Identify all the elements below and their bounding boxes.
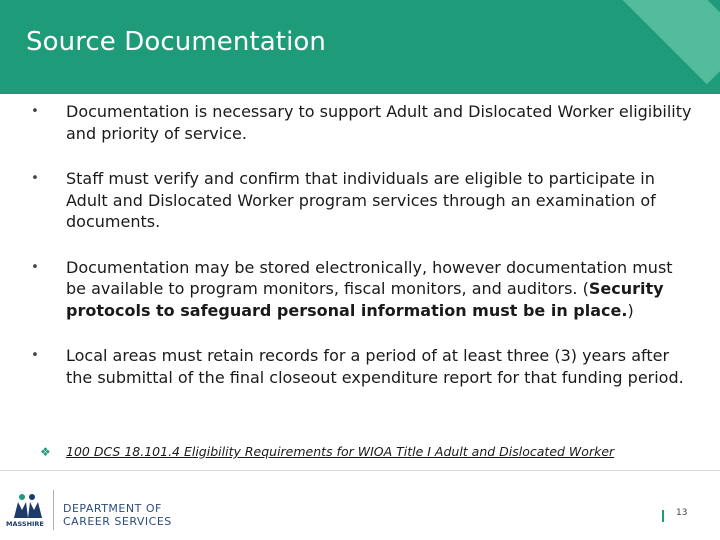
slide-title: Source Documentation (26, 27, 326, 57)
footer-divider (0, 470, 720, 471)
bullet-text: Local areas must retain records for a period of at least three (3) years after the submittal of the final closeout expenditure report for that funding period. (66, 346, 684, 387)
bullet-item (28, 345, 693, 388)
bullet-marker: • (31, 104, 39, 119)
bullet-text: Staff must verify and confirm that individuals are eligible to participate in Adult and Dislocated Worker program services through an examination of documents. (66, 169, 656, 231)
bullet-bold-text: Security protocols to safeguard personal information must be in place. (66, 279, 664, 320)
header-corner-decoration (601, 0, 720, 84)
department-line-1: DEPARTMENT OF (63, 502, 162, 515)
department-name (63, 502, 172, 528)
bullet-close-paren: ) (627, 300, 634, 320)
reference-link[interactable]: 100 DCS 18.101.4 Eligibility Requirements for WIOA Title I Adult and Dislocated Worker (66, 444, 615, 459)
bullet-marker: • (31, 259, 39, 275)
page-number-bar (662, 510, 664, 522)
bullet-open-paren: ( (582, 279, 589, 298)
page-number: 13 (676, 508, 688, 518)
bullet-list (28, 97, 693, 388)
bullet-item (28, 168, 693, 233)
slide-header (0, 0, 720, 94)
bullet-text: Documentation may be stored electronically, however documentation must be available to program monitors, fiscal monitors, and auditors. (66, 257, 673, 298)
bullet-item (28, 101, 693, 144)
bullet-marker: • (31, 171, 39, 186)
bullet-marker: • (31, 348, 39, 363)
bullet-text: Documentation is necessary to support Adult and Dislocated Worker eligibility and priority of service. (66, 102, 692, 143)
logo-label: MASSHIRE (6, 520, 44, 528)
diamond-bullet-icon: ❖ (40, 445, 51, 459)
department-line-2: CAREER SERVICES (63, 515, 172, 528)
bullet-item (28, 257, 693, 322)
reference-line (40, 444, 614, 459)
logo-separator (53, 490, 54, 530)
